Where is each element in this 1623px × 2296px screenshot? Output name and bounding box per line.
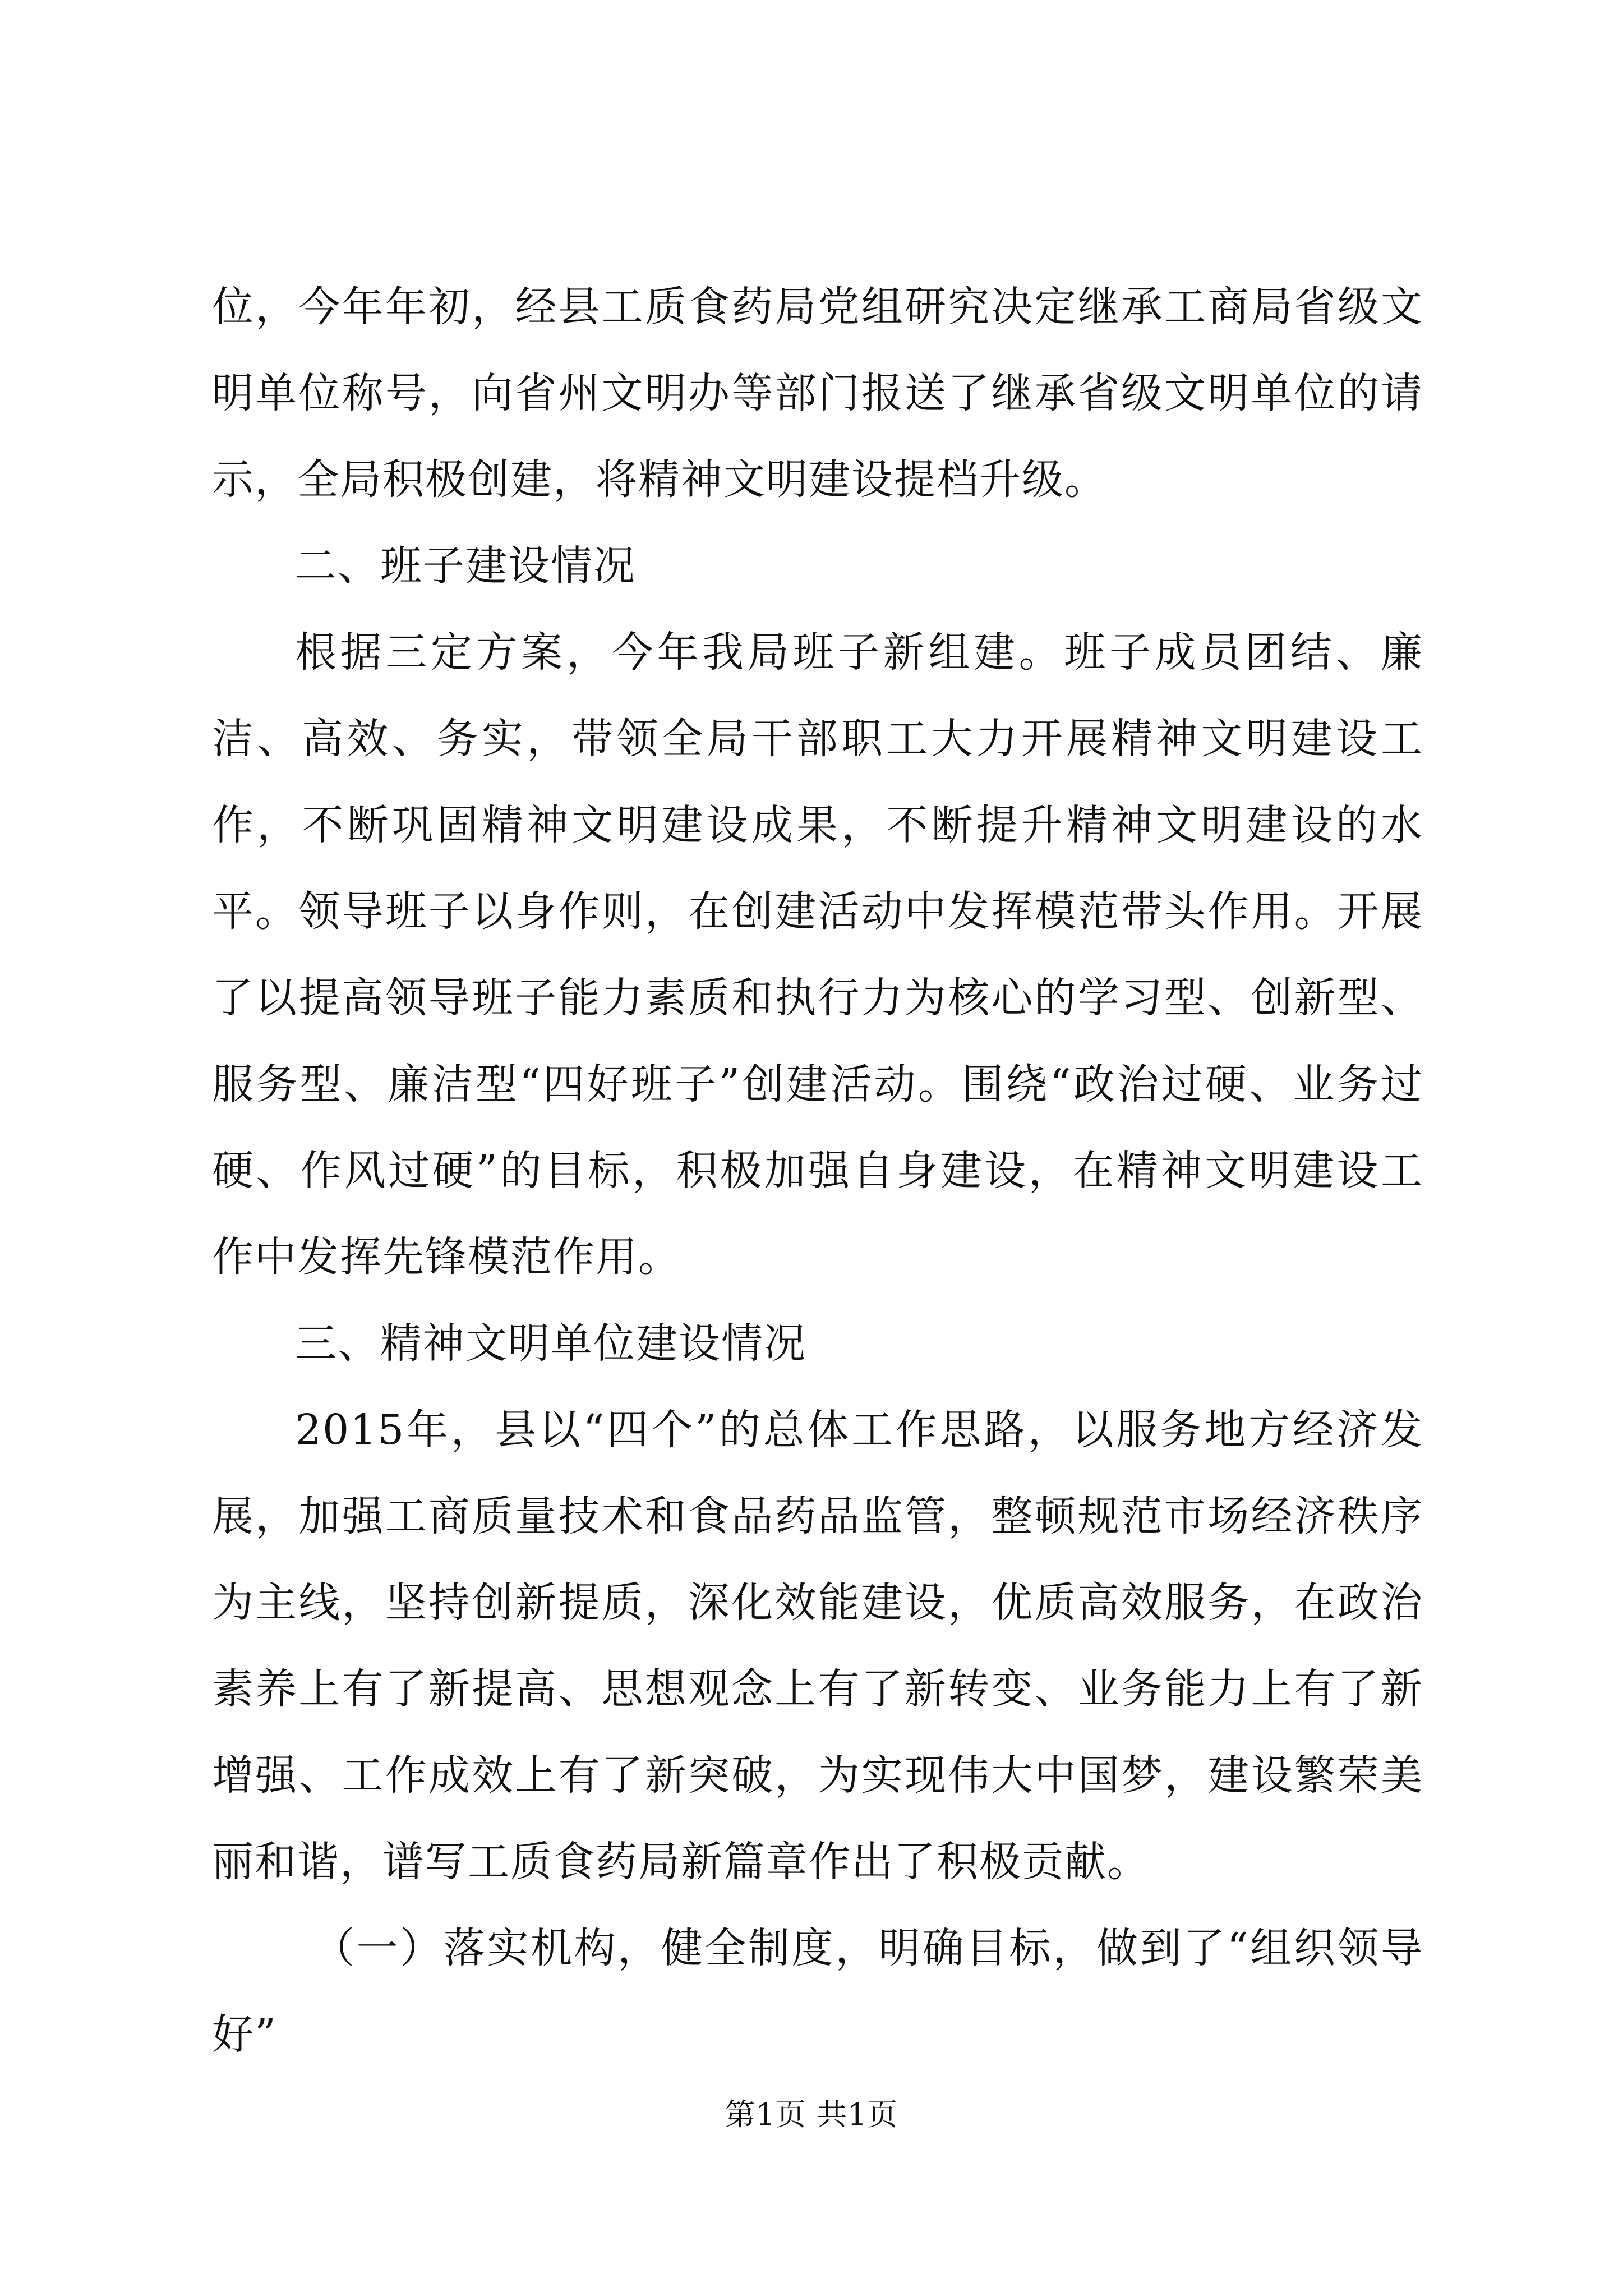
section-heading-team-building: 二、班子建设情况 [295,542,636,590]
section-heading-civilization-unit: 三、精神文明单位建设情况 [295,1319,806,1368]
subsection-heading-organization: （一）落实机构，健全制度，明确目标，做到了“组织领导好” [212,1924,1423,2059]
paragraph-team-building: 根据三定方案，今年我局班子新组建。班子成员团结、廉洁、高效、务实，带领全局干部职工大力开展精神文明建设工作，不断巩固精神文明建设成果，不断提升精神文明建设的水平。领导班子以身作则，在创建活动中发挥模范带头作用。开展了以提高领导班子能力素质和执行力为核心的学习型、创新型、服务型、廉洁型“四好班子”创建活动。围绕“政治过硬、业务过硬、作风过硬”的目标，积极加强自身建设，在精神文明建设工作中发挥先锋模范作用。 [212,628,1423,1281]
document-body [212,264,1423,2078]
page-number-footer: 第1页 共1页 [725,2097,898,2132]
paragraph-civilization-unit: 2015年，县以“四个”的总体工作思路，以服务地方经济发展，加强工商质量技术和食品药品监管，整顿规范市场经济秩序为主线，坚持创新提质，深化效能建设，优质高效服务，在政治素养上有了新提高、思想观念上有了新转变、业务能力上有了新增强、工作成效上有了新突破，为实现伟大中国梦，建设繁荣美丽和谐，谱写工质食药局新篇章作出了积极贡献。 [212,1406,1423,1886]
paragraph-continuation: 位，今年年初，经县工质食药局党组研究决定继承工商局省级文明单位称号，向省州文明办等部门报送了继承省级文明单位的请示，全局积极创建，将精神文明建设提档升级。 [212,283,1423,504]
